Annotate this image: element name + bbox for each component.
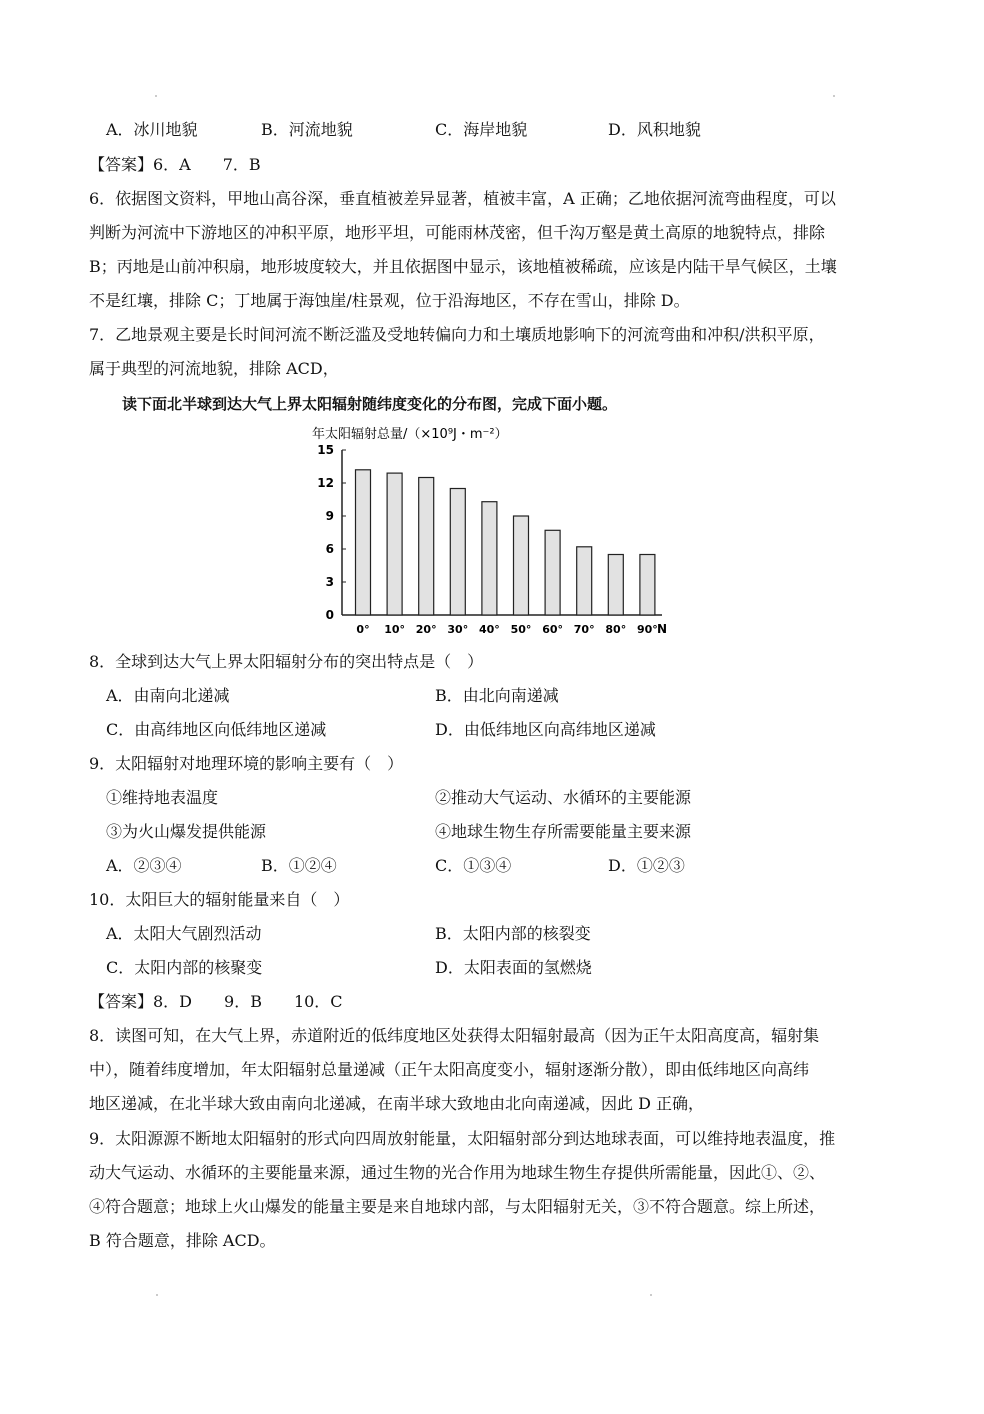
q10-option-b: B．太阳内部的核裂变 [435, 924, 591, 943]
explanation-6-line-4: 不是红壤，排除 C；丁地属于海蚀崖/柱景观，位于沿海地区，不存在雪山，排除 D。 [89, 291, 690, 310]
explanation-9-line-1: 9．太阳源源不断地太阳辐射的形式向四周放射能量，太阳辐射部分到达地球表面，可以维持地表温度，推 [89, 1129, 836, 1148]
explanation-9-line-3: ④符合题意；地球上火山爆发的能量主要是来自地球内部，与太阳辐射无关，③不符合题意。综上所述， [89, 1197, 826, 1216]
q10-stem: 10．太阳巨大的辐射能量来自（ ） [89, 890, 350, 909]
explanation-9-line-4: B 符合题意，排除 ACD。 [89, 1231, 276, 1250]
q8-option-b: B．由北向南递减 [435, 686, 559, 705]
chart-x-tick-label: 90° [636, 623, 658, 636]
explanation-8-line-2: 中），随着纬度增加，年太阳辐射总量递减（正午太阳高度变小，辐射逐渐分散），即由低纬地区向高纬 [89, 1060, 810, 1079]
chart-x-unit: N [656, 622, 668, 636]
q10-option-d: D．太阳表面的氢燃烧 [435, 958, 592, 977]
q5-option-a: A．冰川地貌 [106, 120, 198, 139]
chart-x-tick-label: 0° [356, 623, 370, 636]
chart-x-tick-label: 50° [510, 623, 532, 636]
q10-option-a: A．太阳大气剧烈活动 [106, 924, 262, 943]
chart-bar [640, 555, 655, 616]
chart-y-tick-label: 3 [325, 575, 334, 589]
chart-x-tick-label: 60° [542, 623, 564, 636]
q9-option-d: D．①②③ [608, 856, 685, 875]
q8-stem: 8．全球到达大气上界太阳辐射分布的突出特点是（ ） [89, 652, 484, 671]
explanation-7-line-1: 7．乙地景观主要是长时间河流不断泛滥及受地转偏向力和土壤质地影响下的河流弯曲和冲积/洪积平原， [89, 325, 825, 344]
chart-bar [577, 547, 592, 615]
chart-y-axis-label: 年太阳辐射总量/（×10⁹J・m⁻²） [312, 427, 508, 442]
chart-bar [482, 502, 497, 615]
q9-item-2: ②推动大气运动、水循环的主要能源 [435, 788, 692, 807]
chart-bar [608, 555, 623, 616]
q9-option-a: A．②③④ [106, 856, 182, 875]
q5-option-c: C．海岸地貌 [435, 120, 528, 139]
q5-option-d: D．风积地貌 [608, 120, 701, 139]
q9-stem: 9．太阳辐射对地理环境的影响主要有（ ） [89, 754, 404, 773]
explanation-6-line-2: 判断为河流中下游地区的冲积平原，地形平坦，可能雨林茂密，但千沟万壑是黄土高原的地貌特点，排除 [89, 223, 826, 242]
chart-x-tick-label: 70° [573, 623, 595, 636]
chart-svg [300, 420, 680, 640]
explanation-6-line-3: B；丙地是山前冲积扇，地形坡度较大，并且依据图中显示，该地植被稀疏，应该是内陆干旱气候区，土壤 [89, 257, 837, 276]
chart-bar [419, 478, 434, 616]
header-dot-right [833, 95, 835, 97]
q10-option-c: C．太阳内部的核聚变 [106, 958, 263, 977]
chart-y-tick-label: 0 [325, 608, 334, 622]
footer-dot-left [156, 1294, 158, 1296]
chart-bar [450, 489, 465, 616]
q9-option-c: C．①③④ [435, 856, 512, 875]
chart-y-tick-label: 6 [325, 542, 334, 556]
q9-option-b: B．①②④ [261, 856, 337, 875]
q8-option-d: D．由低纬地区向高纬地区递减 [435, 720, 656, 739]
chart-bar [356, 470, 371, 615]
chart-x-tick-label: 80° [605, 623, 627, 636]
chart-x-tick-label: 30° [447, 623, 469, 636]
chart-y-tick-label: 15 [317, 443, 334, 457]
explanation-8-line-3: 地区递减，在北半球大致由南向北递减，在南半球大致地由北向南递减，因此 D 正确， [89, 1094, 705, 1113]
footer-dot-right [650, 1294, 652, 1296]
chart-y-tick-label: 12 [317, 476, 334, 490]
chart-y-tick-label: 9 [325, 509, 334, 523]
q5-option-b: B．河流地貌 [261, 120, 353, 139]
q9-item-3: ③为火山爆发提供能源 [106, 822, 267, 841]
chart-x-tick-label: 10° [384, 623, 406, 636]
chart-bar [514, 516, 529, 615]
q8-option-c: C．由高纬地区向低纬地区递减 [106, 720, 327, 739]
explanation-7-line-2: 属于典型的河流地貌，排除 ACD， [89, 359, 339, 378]
answer-8-10: 【答案】8．D 9．B 10．C [89, 992, 343, 1011]
chart-bar [387, 473, 402, 615]
answer-6-7: 【答案】6．A 7．B [89, 155, 261, 174]
explanation-8-line-1: 8．读图可知，在大气上界，赤道附近的低纬度地区处获得太阳辐射最高（因为正午太阳高度高，辐射集 [89, 1026, 820, 1045]
chart-instruction: 读下面北半球到达大气上界太阳辐射随纬度变化的分布图，完成下面小题。 [122, 395, 618, 413]
header-dot-left [155, 95, 157, 97]
chart-bar [545, 530, 560, 615]
q9-item-1: ①维持地表温度 [106, 788, 219, 807]
explanation-9-line-2: 动大气运动、水循环的主要能量来源，通过生物的光合作用为地球生物生存提供所需能量，因此①、②、 [89, 1163, 826, 1182]
radiation-bar-chart [300, 420, 680, 640]
explanation-6-line-1: 6．依据图文资料，甲地山高谷深，垂直植被差异显著，植被丰富，A 正确；乙地依据河流弯曲程度，可以 [89, 189, 836, 208]
q8-option-a: A．由南向北递减 [106, 686, 230, 705]
chart-x-tick-label: 40° [478, 623, 500, 636]
chart-x-tick-label: 20° [415, 623, 437, 636]
q9-item-4: ④地球生物生存所需要能量主要来源 [435, 822, 692, 841]
